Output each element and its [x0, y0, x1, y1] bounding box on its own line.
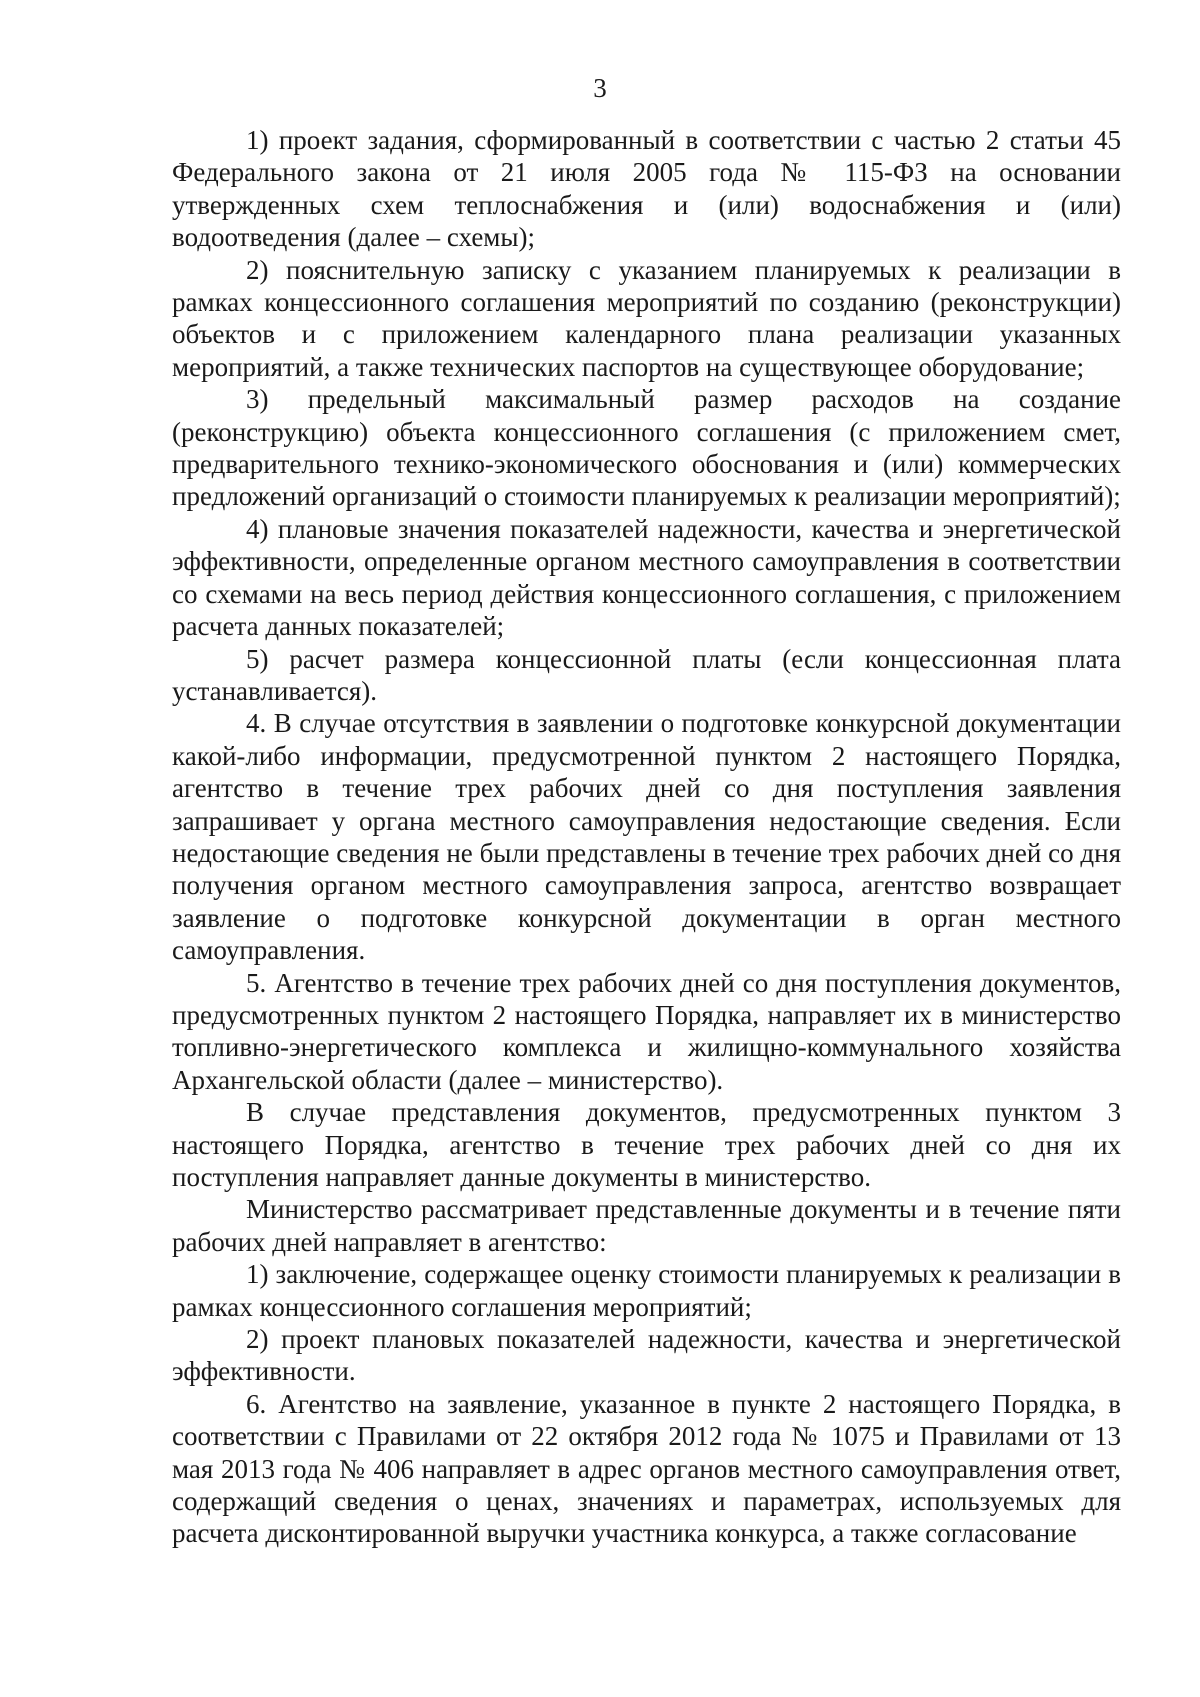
paragraph-item-5: 5) расчет размера концессионной платы (если концессионная плата устанавливается).: [172, 643, 1121, 706]
paragraph-clause-5: 5. Агентство в течение трех рабочих дней со дня поступления документов, предусмотренных пунктом 2 настоящего Порядка, направляет их в министерство топливно-энергетического комплекса и жилищно-коммунального хозяйства Архангельской области (далее – министерство).: [172, 967, 1121, 1095]
paragraph-ministry-item-2: 2) проект плановых показателей надежности, качества и энергетической эффективности.: [172, 1324, 1121, 1387]
paragraph-item-4: 4) плановые значения показателей надежности, качества и энергетической эффективности, определенные органом местного самоуправления в соответствии со схемами на весь период действия концессионного соглашения, с приложением расчета данных показателей;: [172, 513, 1121, 642]
paragraph-clause-4: 4. В случае отсутствия в заявлении о подготовке конкурсной документации какой-либо информации, предусмотренной пунктом 2 настоящего Порядка, агентство в течение трех рабочих дней со дня поступления заявления запрашивает у органа местного самоуправления недостающие сведения. Если недостающие сведения не были представлены в течение трех рабочих дней со дня получения органом местного самоуправления запроса, агентство возвращает заявление о подготовке конкурсной документации в орган местного самоуправления.: [172, 708, 1121, 966]
page-number: 3: [593, 73, 607, 103]
paragraph-item-2: 2) пояснительную записку с указанием планируемых к реализации в рамках концессионного соглашения мероприятий по созданию (реконструкции) объектов и с приложением календарного плана реализации указанных мероприятий, а также технических паспортов на существующее оборудование;: [172, 254, 1121, 382]
paragraph-clause-6: 6. Агентство на заявление, указанное в пункте 2 настоящего Порядка, в соответствии с Правилами от 22 октября 2012 года № 1075 и Правилами от 13 мая 2013 года № 406 направляет в адрес органов местного самоуправления ответ, содержащий сведения о ценах, значениях и параметрах, используемых для расчета дисконтированной выручки участника конкурса, а также согласование: [172, 1388, 1121, 1549]
paragraph-ministry-item-1: 1) заключение, содержащее оценку стоимости планируемых к реализации в рамках концессионного соглашения мероприятий;: [172, 1259, 1121, 1322]
paragraph-clause-5-note: В случае представления документов, предусмотренных пунктом 3 настоящего Порядка, агентство в течение трех рабочих дней со дня их поступления направляет данные документы в министерство.: [172, 1097, 1121, 1192]
document-body: [172, 124, 1121, 1550]
paragraph-item-3: 3) предельный максимальный размер расходов на создание (реконструкцию) объекта концессионного соглашения (с приложением смет, предварительного технико-экономического обоснования и (или) коммерческих предложений организаций о стоимости планируемых к реализации мероприятий);: [172, 384, 1121, 512]
paragraph-ministry-review: Министерство рассматривает представленные документы и в течение пяти рабочих дней направляет в агентство:: [172, 1194, 1121, 1257]
paragraph-item-1: 1) проект задания, сформированный в соответствии с частью 2 статьи 45 Федерального закона от 21 июля 2005 года № 115-ФЗ на основании утвержденных схем теплоснабжения и (или) водоснабжения и (или) водоотведения (далее – схемы);: [172, 125, 1121, 253]
